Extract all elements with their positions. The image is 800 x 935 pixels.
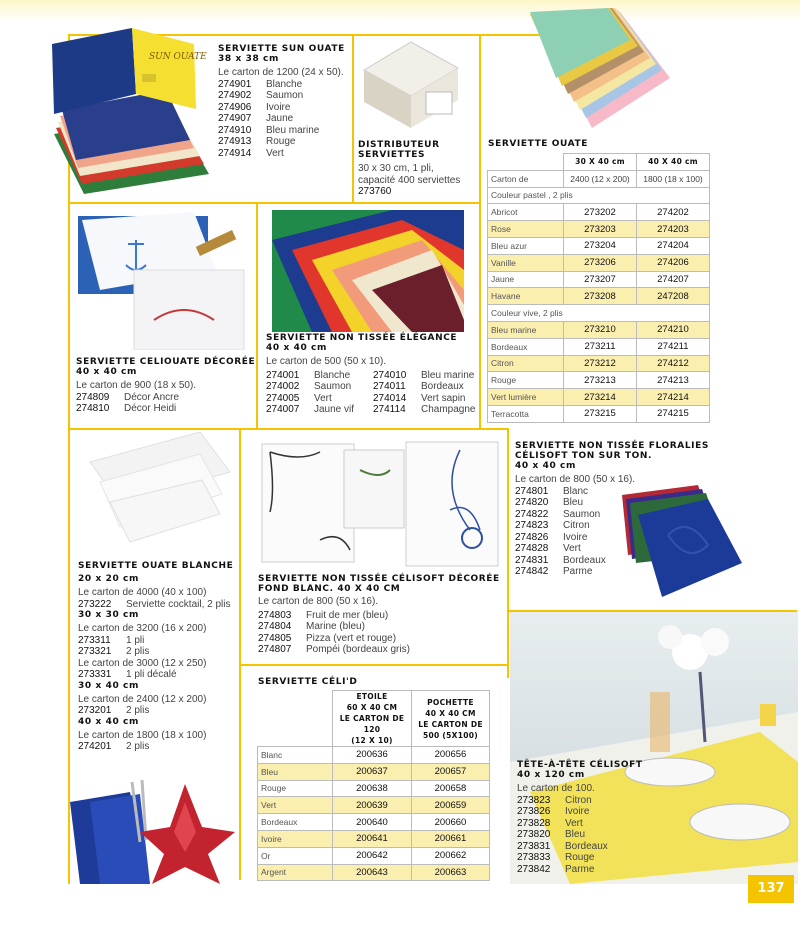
item-code: 274201	[78, 741, 112, 752]
cell: 200660	[412, 814, 490, 831]
item-code: 273842	[517, 863, 551, 875]
table-row	[488, 271, 710, 288]
title: CÉLISOFT TON SUR TON.	[515, 451, 653, 461]
list-item	[218, 136, 345, 148]
cell: 200637	[333, 763, 412, 780]
item-name: Saumon	[266, 90, 304, 101]
celid-table	[257, 690, 490, 881]
list-item	[266, 370, 373, 382]
cell: Bordeaux	[258, 814, 333, 831]
table-row	[258, 847, 490, 864]
sun-ouate-block	[218, 44, 345, 159]
item-name: 1 pli	[126, 634, 145, 646]
title: SERVIETTE NON TISSÉE ÉLÉGANCE	[266, 333, 458, 343]
item-code: 274804	[258, 621, 292, 632]
table-row	[258, 864, 490, 881]
cell: 273207	[564, 271, 637, 288]
carton: Le carton de 1200 (24 x 50).	[218, 67, 344, 78]
item-name: Bordeaux	[563, 554, 606, 566]
desc: capacité 400 serviettes	[358, 174, 461, 186]
item-code: 274902	[218, 90, 252, 101]
divider	[68, 428, 508, 430]
title: SERVIETTE OUATE	[488, 139, 589, 149]
cell: 273204	[564, 237, 637, 254]
item-code: 273828	[517, 817, 551, 829]
list-item	[78, 741, 233, 753]
list-item	[373, 370, 475, 382]
dispenser-image	[356, 40, 466, 130]
item-code: 274913	[218, 136, 252, 147]
item-name: Serviette cocktail, 2 plis	[126, 598, 231, 610]
table-row	[488, 254, 710, 271]
tat-block	[517, 760, 643, 875]
cell: 274207	[637, 271, 710, 288]
title: SERVIETTE NON TISSÉE CÉLISOFT DÉCORÉE	[258, 574, 500, 584]
list-item	[78, 705, 233, 717]
list-item	[258, 621, 500, 633]
item-name: 2 plis	[126, 705, 150, 716]
item-name: Pizza (vert et rouge)	[306, 632, 397, 644]
cell: 200658	[412, 780, 490, 797]
table-row	[258, 830, 490, 847]
item-code: 273826	[517, 806, 551, 817]
list-item	[517, 818, 643, 830]
cell: 200640	[333, 814, 412, 831]
cell: 274206	[637, 254, 710, 271]
carton: Le carton de 100.	[517, 783, 595, 794]
table-row	[488, 237, 710, 254]
title: DISTRIBUTEUR	[358, 140, 440, 150]
item-code: 274822	[515, 508, 549, 520]
list-item	[78, 635, 233, 647]
cell: 274204	[637, 237, 710, 254]
cell: Or	[258, 847, 333, 864]
cell: 200641	[333, 830, 412, 847]
list-item	[218, 148, 345, 160]
group-label: Couleur vive, 2 plis	[488, 305, 710, 322]
cell: 200643	[333, 864, 412, 881]
cell: 274214	[637, 389, 710, 406]
list-item	[218, 79, 345, 91]
group-label: Couleur pastel , 2 plis	[488, 187, 710, 204]
cell: 274202	[637, 204, 710, 221]
item-code: 274823	[515, 520, 549, 531]
cell: 273206	[564, 254, 637, 271]
col-header: POCHETTE 40 X 40 CM LE CARTON DE 500 (5X100)	[412, 691, 490, 747]
carton: Le carton de 3200 (16 x 200)	[78, 623, 207, 634]
fold-napkins-image	[70, 772, 238, 884]
cell: Carton de	[488, 170, 564, 187]
title: SERVIETTE CÉLI'D	[258, 677, 358, 687]
list-item	[218, 102, 345, 114]
item-name: Rouge	[565, 852, 595, 863]
table-row	[488, 405, 710, 422]
cell: Terracotta	[488, 405, 564, 422]
cell: 200661	[412, 830, 490, 847]
cell: Bordeaux	[488, 338, 564, 355]
carton: Le carton de 500 (50 x 10).	[266, 356, 387, 367]
item-name: Bordeaux	[421, 381, 464, 392]
item-code: 274842	[515, 566, 549, 577]
table-row	[488, 204, 710, 221]
list-item	[517, 841, 643, 853]
item-name: Vert sapin	[421, 392, 466, 404]
list-item	[515, 520, 709, 532]
item-code: 274801	[515, 485, 549, 497]
item-name: Pompéi (bordeaux gris)	[306, 644, 410, 655]
carton: Le carton de 4000 (40 x 100)	[78, 587, 207, 598]
item-code: 274010	[373, 369, 407, 381]
table-row	[488, 389, 710, 406]
cell: 274203	[637, 221, 710, 238]
item-name: Vert	[314, 392, 332, 404]
cell: Rouge	[258, 780, 333, 797]
size: 38 x 38 cm	[218, 54, 279, 64]
desc: 30 x 30 cm, 1 pli,	[358, 163, 434, 174]
item-name: Bordeaux	[565, 840, 608, 852]
item-name: Jaune	[266, 113, 294, 124]
table-row	[258, 763, 490, 780]
item-code: 274826	[515, 531, 549, 543]
divider	[479, 34, 481, 429]
list-item	[218, 90, 345, 102]
cell: 273215	[564, 405, 637, 422]
table-row	[258, 797, 490, 814]
celiouate-image	[76, 210, 248, 350]
carton: Le carton de 900 (18 x 50).	[76, 380, 197, 391]
divider	[507, 428, 509, 678]
item-code: 273321	[78, 646, 112, 657]
white-napkins-image	[80, 432, 232, 552]
decoree-image	[260, 440, 500, 570]
cell: 274215	[637, 405, 710, 422]
list-item	[76, 403, 255, 415]
cell: 247208	[637, 288, 710, 305]
size: 40 x 120 cm	[517, 770, 585, 780]
code: 273760	[358, 186, 392, 197]
item-name: Bleu	[563, 497, 584, 508]
cell: 200663	[412, 864, 490, 881]
item-code: 274005	[266, 392, 300, 404]
ouate-table	[487, 153, 710, 423]
item-name: 2 plis	[126, 741, 150, 752]
cell: 274211	[637, 338, 710, 355]
list-item	[258, 633, 500, 645]
divider	[256, 202, 258, 428]
item-name: Bleu marine	[266, 124, 320, 136]
item-code: 274803	[258, 609, 292, 621]
item-code: 273831	[517, 840, 551, 852]
cell: 200657	[412, 763, 490, 780]
white-napkins-block	[78, 561, 233, 753]
title: FOND BLANC. 40 X 40 CM	[258, 584, 401, 594]
item-name: Champagne	[421, 404, 476, 415]
list-item	[517, 829, 643, 841]
col-header: ETOILE 60 X 40 CM LE CARTON DE 120 (12 X 10)	[333, 691, 412, 747]
list-item	[517, 852, 643, 864]
celiouate-block	[76, 357, 255, 415]
cell: 273214	[564, 389, 637, 406]
top-band	[0, 0, 800, 22]
size: 20 x 20 cm	[78, 574, 139, 584]
cell: Bleu azur	[488, 237, 564, 254]
item-name: Vert	[563, 543, 581, 554]
item-code: 274820	[515, 497, 549, 508]
size: 30 x 30 cm	[78, 610, 139, 620]
list-item	[515, 532, 709, 544]
list-item	[373, 404, 475, 416]
table-row	[258, 780, 490, 797]
table-row	[488, 355, 710, 372]
cell: Vert lumière	[488, 389, 564, 406]
item-code: 274914	[218, 147, 252, 159]
svg-text:SUN OUATE: SUN OUATE	[149, 52, 207, 62]
cell: 200659	[412, 797, 490, 814]
list-item	[258, 610, 500, 622]
cell: 2400 (12 x 200)	[564, 170, 637, 187]
cell: Argent	[258, 864, 333, 881]
item-name: Citron	[565, 794, 592, 806]
cell: 200639	[333, 797, 412, 814]
item-name: Saumon	[563, 508, 601, 520]
floralies-block	[515, 441, 709, 578]
title: TÊTE-À-TÊTE CÉLISOFT	[517, 760, 643, 770]
item-name: Bleu	[565, 829, 586, 840]
list-item	[78, 646, 233, 658]
item-code: 274002	[266, 381, 300, 392]
item-code: 274901	[218, 78, 252, 90]
cell: Havane	[488, 288, 564, 305]
cell: 273202	[564, 204, 637, 221]
carton: Le carton de 1800 (18 x 100)	[78, 729, 207, 741]
list-item	[517, 795, 643, 807]
cell: 273213	[564, 372, 637, 389]
item-code: 274014	[373, 392, 407, 404]
divider	[239, 664, 508, 666]
cell: Ivoire	[258, 830, 333, 847]
size: 40 x 40 cm	[78, 716, 139, 727]
item-code: 273201	[78, 705, 112, 716]
decoree-block	[258, 574, 500, 656]
item-code: 274810	[76, 403, 110, 414]
item-code: 274831	[515, 554, 549, 566]
title: SERVIETTES	[358, 150, 426, 160]
item-code: 274007	[266, 404, 300, 415]
table-row	[488, 288, 710, 305]
item-name: Marine (bleu)	[306, 621, 365, 632]
list-item	[515, 497, 709, 509]
list-item	[266, 404, 373, 416]
cell: 200636	[333, 747, 412, 764]
divider	[352, 34, 354, 202]
size: 30 x 40 cm	[78, 680, 139, 691]
table-row	[488, 321, 710, 338]
cell: Abricot	[488, 204, 564, 221]
list-item	[373, 381, 475, 393]
carton: Le carton de 2400 (12 x 200)	[78, 693, 207, 705]
cell: 273212	[564, 355, 637, 372]
list-item	[78, 669, 233, 681]
item-name: Rouge	[266, 136, 296, 147]
title: SERVIETTE OUATE BLANCHE	[78, 561, 234, 571]
table-row	[258, 814, 490, 831]
dispenser-block	[358, 140, 460, 198]
size: 40 x 40 cm	[266, 343, 327, 353]
elegance-image	[272, 210, 464, 332]
cell: 200638	[333, 780, 412, 797]
list-item	[515, 509, 709, 521]
cell: 273210	[564, 321, 637, 338]
item-name: Blanc	[563, 485, 589, 497]
list-item	[517, 806, 643, 818]
item-code: 273311	[78, 634, 111, 646]
list-item	[515, 566, 709, 578]
item-code: 273823	[517, 794, 551, 806]
item-name: Blanche	[314, 369, 351, 381]
item-code: 274828	[515, 543, 549, 554]
celid-block	[258, 677, 357, 687]
divider	[68, 202, 479, 204]
cell: Citron	[488, 355, 564, 372]
table-row	[488, 221, 710, 238]
item-code: 274910	[218, 124, 252, 136]
cell: Rouge	[488, 372, 564, 389]
item-code: 274907	[218, 113, 252, 124]
list-item	[515, 486, 709, 498]
cell: Jaune	[488, 271, 564, 288]
table-row	[258, 747, 490, 764]
item-name: Vert	[266, 147, 284, 159]
cell: 274213	[637, 372, 710, 389]
item-code: 274807	[258, 644, 292, 655]
list-item	[515, 555, 709, 567]
carton: Le carton de 800 (50 x 16).	[515, 474, 636, 485]
list-item	[515, 543, 709, 555]
list-item	[218, 113, 345, 125]
item-code: 274001	[266, 369, 300, 381]
col-header: 40 X 40 cm	[637, 154, 710, 171]
page-number: 137	[748, 875, 794, 903]
cell: Vanille	[488, 254, 564, 271]
item-name: 1 pli décalé	[126, 669, 177, 680]
item-code: 273820	[517, 829, 551, 840]
list-item	[517, 864, 643, 876]
item-name: 2 plis	[126, 646, 150, 657]
cell: 274210	[637, 321, 710, 338]
cell: Rose	[488, 221, 564, 238]
cell: Bleu marine	[488, 321, 564, 338]
item-name: Parme	[565, 863, 595, 875]
item-name: Citron	[563, 520, 590, 531]
size: 40 x 40 cm	[515, 461, 576, 471]
list-item	[373, 393, 475, 405]
item-code: 273331	[78, 669, 112, 680]
cell: Bleu	[258, 763, 333, 780]
list-item	[78, 599, 233, 611]
item-name: Blanche	[266, 78, 303, 90]
item-name: Ivoire	[563, 531, 588, 543]
item-code: 274011	[373, 381, 406, 392]
elegance-block	[266, 333, 475, 416]
cell: 274212	[637, 355, 710, 372]
cell: 1800 (18 x 100)	[637, 170, 710, 187]
title: SERVIETTE CELIOUATE DÉCORÉE	[76, 357, 256, 367]
item-name: Vert	[565, 817, 583, 829]
item-name: Jaune vif	[314, 404, 355, 415]
list-item	[258, 644, 500, 656]
item-name: Fruit de mer (bleu)	[306, 609, 389, 621]
cell: 273211	[564, 338, 637, 355]
ouate-block	[488, 139, 588, 149]
list-item	[218, 125, 345, 137]
table-row	[488, 338, 710, 355]
item-code: 274809	[76, 391, 110, 403]
title: SERVIETTE SUN OUATE	[218, 44, 345, 54]
item-name: Parme	[563, 566, 593, 577]
carton: Le carton de 3000 (12 x 250)	[78, 657, 207, 669]
carton: Le carton de 800 (50 x 16).	[258, 596, 379, 607]
item-name: Décor Heidi	[124, 403, 177, 414]
title: SERVIETTE NON TISSÉE FLORALIES	[515, 441, 709, 451]
col-header: 30 X 40 cm	[564, 154, 637, 171]
sun-napkins-image	[44, 24, 214, 194]
item-code: 273222	[78, 598, 112, 610]
item-code: 274906	[218, 101, 252, 113]
cell: 200662	[412, 847, 490, 864]
item-name: Bleu marine	[421, 369, 475, 381]
cell: 200656	[412, 747, 490, 764]
item-code: 273833	[517, 852, 551, 863]
cell: 200642	[333, 847, 412, 864]
cell: Blanc	[258, 747, 333, 764]
cell: Vert	[258, 797, 333, 814]
item-name: Ivoire	[565, 806, 590, 817]
list-item	[266, 381, 373, 393]
divider	[239, 428, 241, 880]
list-item	[266, 393, 373, 405]
ouate-stack-image	[530, 8, 680, 133]
size: 40 x 40 cm	[76, 367, 137, 377]
list-item	[76, 392, 255, 404]
item-name: Décor Ancre	[124, 391, 180, 403]
item-name: Ivoire	[266, 101, 291, 113]
item-name: Saumon	[314, 381, 352, 392]
table-row	[488, 372, 710, 389]
cell: 273203	[564, 221, 637, 238]
item-code: 274114	[373, 404, 406, 415]
cell: 273208	[564, 288, 637, 305]
item-code: 274805	[258, 632, 292, 644]
